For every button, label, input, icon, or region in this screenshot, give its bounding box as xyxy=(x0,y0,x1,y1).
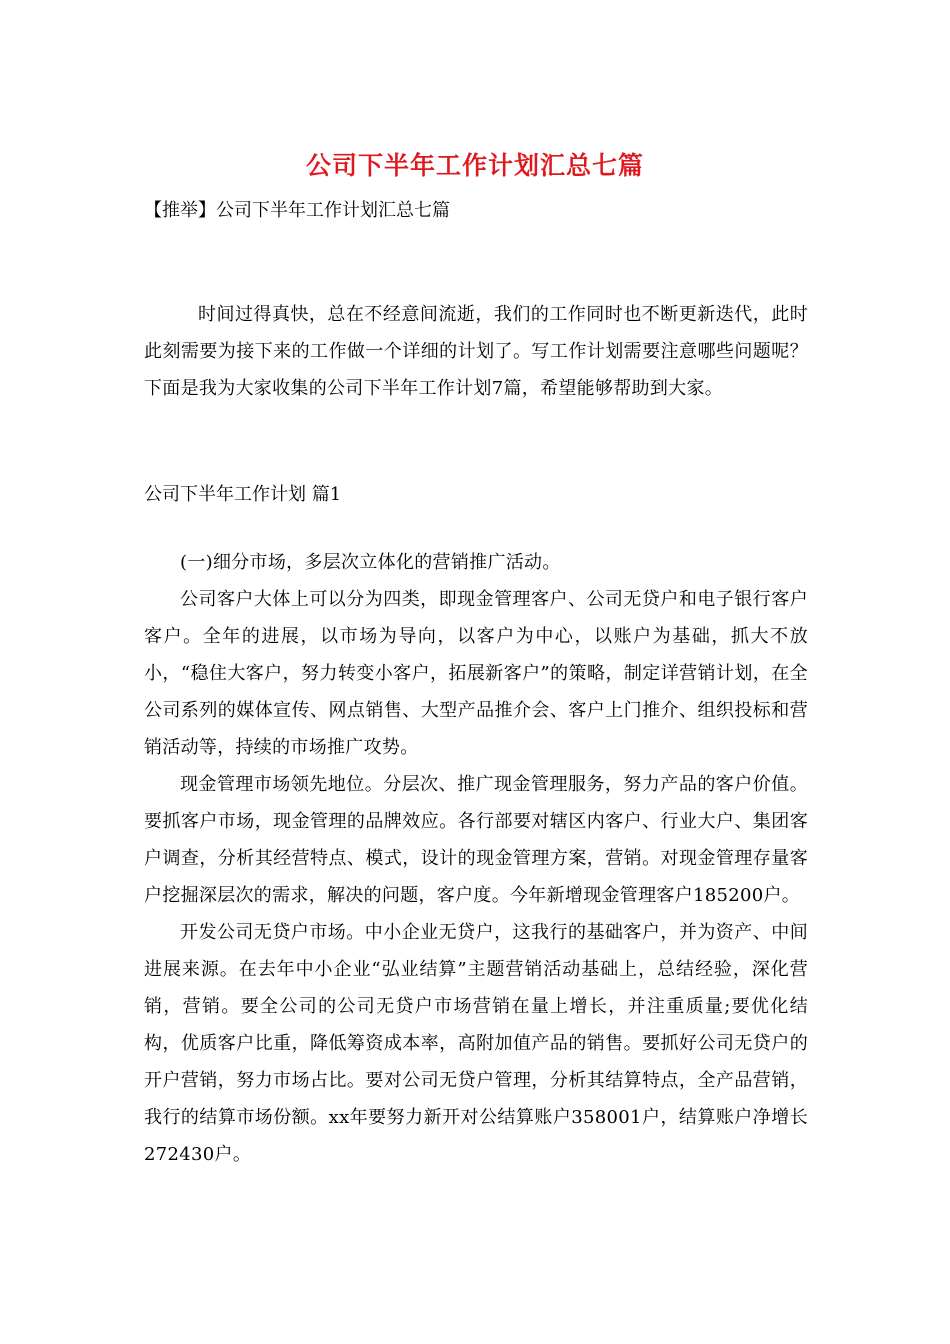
intro-block xyxy=(144,296,808,407)
paragraph-3: 现金管理市场领先地位。分层次、推广现金管理服务，努力产品的客户价值。要抓客户市场，现金管理的品牌效应。各行部要对辖区内客户、行业大户、集团客户调查，分析其经营特点、模式，设计的现金管理方案，营销。对现金管理存量客户挖掘深层次的需求，解决的问题，客户度。今年新增现金管理客户185200户。 xyxy=(144,774,808,906)
section-body xyxy=(144,544,808,1173)
paragraph-2: 公司客户大体上可以分为四类，即现金管理客户、公司无贷户和电子银行客户客户。全年的进展，以市场为导向，以客户为中心，以账户为基础，抓大不放小，“稳住大客户，努力转变小客户，拓展新客户”的策略，制定详营销计划，在全公司系列的媒体宣传、网点销售、大型产品推介会、客户上门推介、组织投标和营销活动等，持续的市场推广攻势。 xyxy=(144,589,808,758)
paragraph-4: 开发公司无贷户市场。中小企业无贷户，这我行的基础客户，并为资产、中间进展来源。在去年中小企业“弘业结算”主题营销活动基础上，总结经验，深化营销，营销。要全公司的公司无贷户市场营销在量上增长，并注重质量;要优化结构，优质客户比重，降低筹资成本率，高附加值产品的销售。要抓好公司无贷户的开户营销，努力市场占比。要对公司无贷户管理，分析其结算特点，全产品营销，我行的结算市场份额。xx年要努力新开对公结算账户358001户，结算账户净增长272430户。 xyxy=(144,922,808,1165)
intro-paragraph: 时间过得真快，总在不经意间流逝，我们的工作同时也不断更新迭代，此时此刻需要为接下来的工作做一个详细的计划了。写工作计划需要注意哪些问题呢？下面是我为大家收集的公司下半年工作计划7篇，希望能够帮助到大家。 xyxy=(144,304,808,399)
document-title: 公司下半年工作计划汇总七篇 xyxy=(305,151,644,180)
document-subtitle: 【推举】公司下半年工作计划汇总七篇 xyxy=(144,200,450,221)
section-heading: 公司下半年工作计划 篇1 xyxy=(144,484,342,505)
paragraph-1: (一)细分市场，多层次立体化的营销推广活动。 xyxy=(180,552,561,573)
